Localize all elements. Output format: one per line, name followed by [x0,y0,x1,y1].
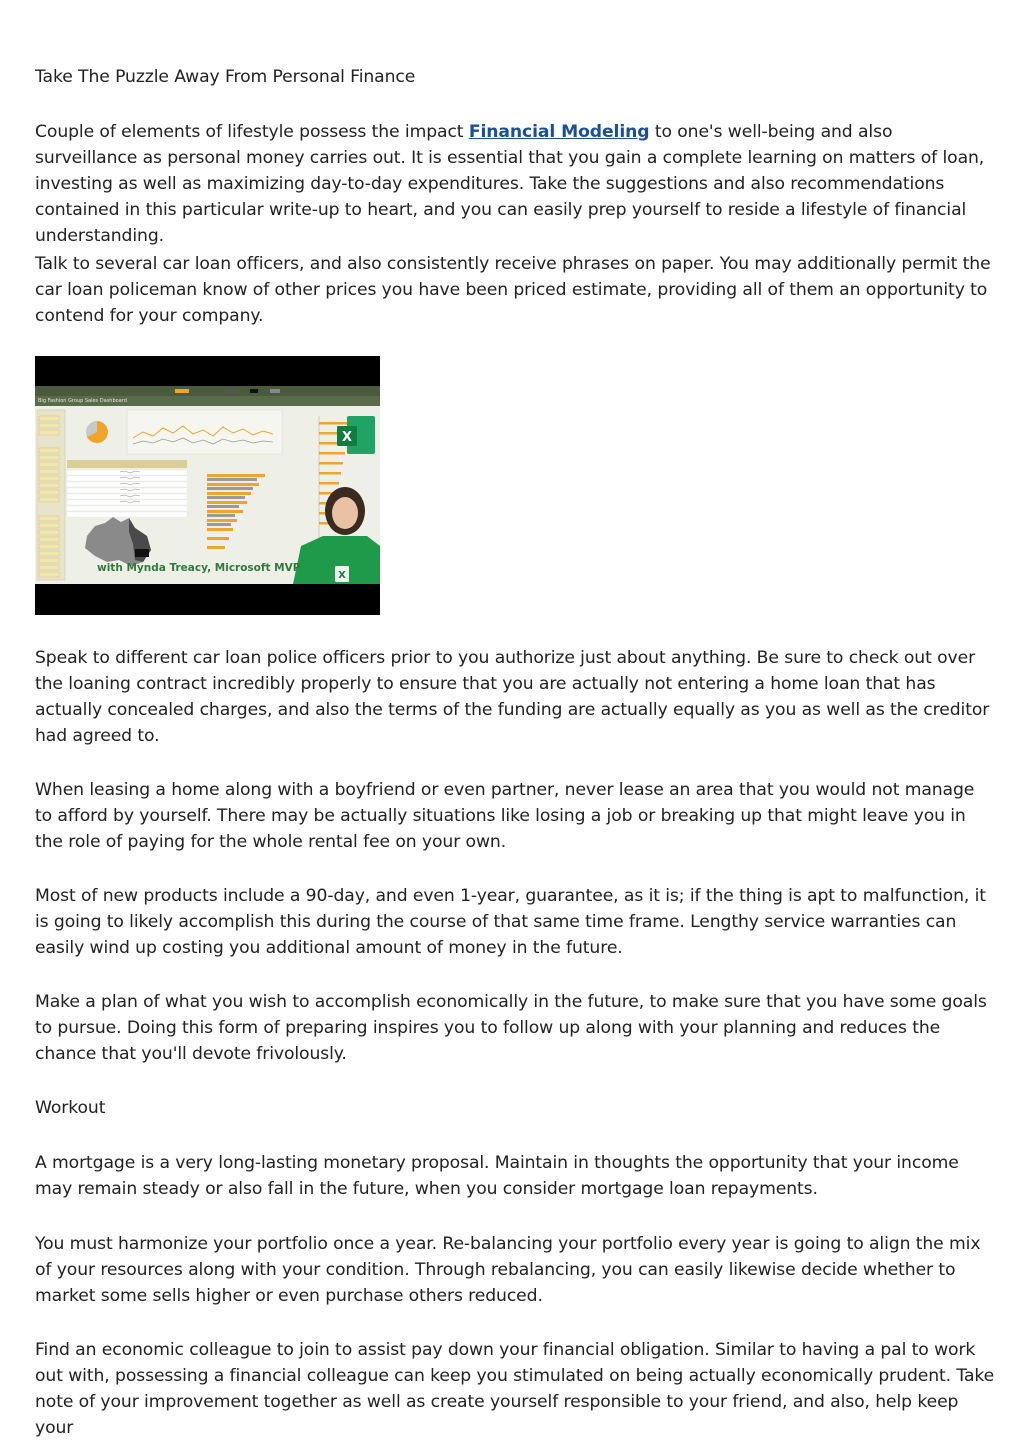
paragraph-portfolio: You must harmonize your portfolio once a year. Re-balancing your portfolio every year is going to align the mix of your resources along with your condition. Through rebalancing, you can easily likewise decide whether to market some sells higher or even purchase others reduced. [35,1234,981,1306]
dashboard-graphic [35,386,380,584]
paragraph-warranties: Most of new products include a 90-day, and even 1-year, guarantee, as it is; if the thing is apt to malfunction, it is going to likely accomplish this during the course of that same time frame. Lengthy service warranties can easily wind up costing you additional amount of money in the future. [35,886,986,958]
paragraph-leasing: When leasing a home along with a boyfriend or even partner, never lease an area that you would not manage to afford by yourself. There may be actually situations like losing a job or breaking up that might leave you in the role of paying for the whole rental fee on your own. [35,780,975,852]
dashboard-screenshot [35,386,380,584]
dashboard-title: Big Fashion Group Sales Dashboard [35,396,380,406]
intro-text-before: Couple of elements of lifestyle possess the impact [35,122,469,142]
paragraph-police-officers: Speak to different car loan police officers prior to you authorize just about anything. Be sure to check out over the loaning contract incredibly properly to ensure that you are actually not entering a home loan that has actually concealed charges, and also the terms of the funding are actually equally as you as well as the creditor had agreed to. [35,648,990,746]
financial-modeling-link[interactable]: Financial Modeling [468,122,650,142]
paragraph-intro [35,119,995,249]
intro-text-after: to one's well-being and also surveillance as personal money carries out. It is essential that you gain a complete learning on matters of loan, investing as well as maximizing day-to-day expenditures. Take the suggestions and also recommendations contained in this particular write-up to heart, and you can easily prep yourself to reside a lifestyle of financial understanding. [35,122,985,246]
svg-text:X: X [338,570,346,581]
paragraph-plan: Make a plan of what you wish to accomplish economically in the future, to make sure that you have some goals to pursue. Doing this form of preparing inspires you to follow up along with your planning and reduces the chance that you'll devote frivolously. [35,992,987,1064]
article-title: Take The Puzzle Away From Personal Finance [35,67,416,87]
paragraph-mortgage: A mortgage is a very long-lasting monetary proposal. Maintain in thoughts the opportunity that your income may remain steady or also fall in the future, when you consider mortgage loan repayments. [35,1153,959,1199]
paragraph-loan-officers: Talk to several car loan officers, and also consistently receive phrases on paper. You may additionally permit the car loan policeman know of other prices you have been priced estimate, providing all of them an opportunity to contend for your company. [35,254,991,326]
paragraph-colleague: Find an economic colleague to join to assist pay down your financial obligation. Similar to having a pal to work out with, possessing a financial colleague can keep you stimulated on being actually economically prudent. Take note of your improvement together as well as create yourself responsible to your friend, and also, help keep your [35,1340,995,1438]
video-thumbnail[interactable] [35,356,380,615]
paragraph-workout: Workout [35,1098,106,1118]
video-caption: with Mynda Treacy, Microsoft MVP [97,562,301,574]
svg-text:X: X [341,430,353,445]
